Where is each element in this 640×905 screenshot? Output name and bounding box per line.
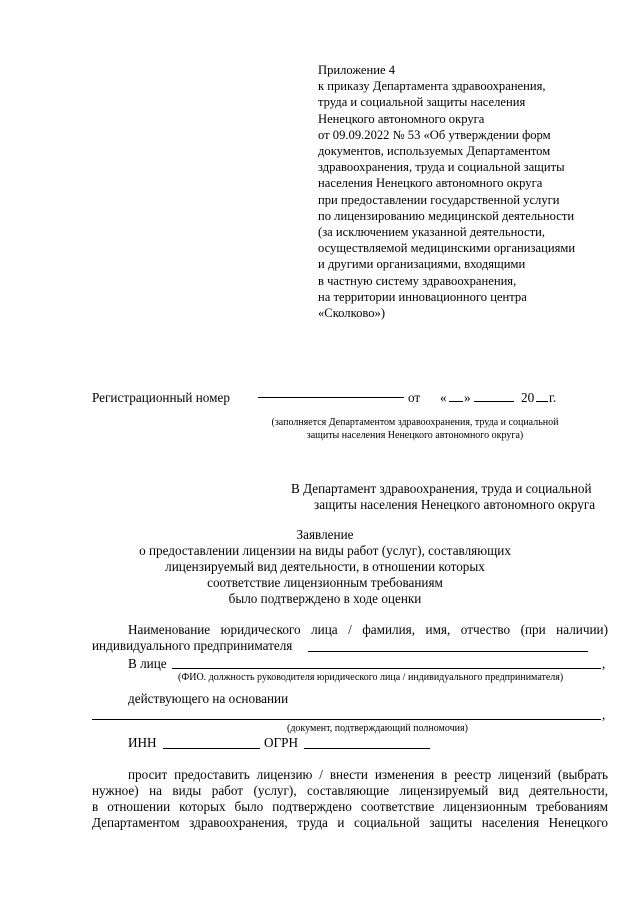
annex-line: «Сколково») — [318, 306, 386, 321]
annex-line: на территории инновационного центра — [318, 289, 527, 304]
document-title: Заявление — [296, 527, 354, 542]
registration-note-1: (заполняется Департаментом здравоохранения, труда и социальной — [271, 417, 559, 428]
addressee-line-1: В Департамент здравоохранения, труда и социальной — [291, 481, 592, 496]
annex-line: от 09.09.2022 № 53 «Об утверждении форм — [318, 127, 551, 142]
date-year-suffix: г. — [549, 390, 557, 405]
person-label: В лице — [128, 656, 167, 671]
date-close-quote: » — [464, 390, 471, 405]
annex-line: осуществляемой медицинскими организациями — [318, 241, 576, 256]
date-open-quote: « — [440, 390, 447, 405]
annex-line: документов, используемых Департаментом — [318, 144, 551, 159]
date-year-prefix: 20 — [521, 390, 535, 405]
heading-line-2: лицензируемый вид деятельности, в отношении которых — [165, 559, 485, 574]
basis-comma: , — [602, 707, 606, 722]
body-line-2: нужное) на виды работ (услуг), составляющие лицензируемый вид деятельности, — [92, 783, 608, 798]
body-line-1: просит предоставить лицензию / внести изменения в реестр лицензий (выбрать — [128, 767, 608, 782]
ogrn-label: ОГРН — [264, 735, 299, 750]
annex-line: по лицензированию медицинской деятельности — [318, 208, 575, 223]
authority-document-note: (документ, подтверждающий полномочия) — [287, 723, 468, 734]
entity-name-field[interactable] — [308, 651, 588, 652]
date-month-field[interactable] — [474, 401, 514, 402]
annex-line: в частную систему здравоохранения, — [318, 273, 517, 288]
representative-field[interactable] — [172, 668, 601, 669]
heading-line-4: было подтверждено в ходе оценки — [228, 591, 422, 606]
body-line-4: Департаментом здравоохранения, труда и социальной защиты населения Ненецкого — [92, 815, 608, 830]
name-label-line-1: Наименование юридического лица / фамилия, имя, отчество (при наличии) — [128, 622, 608, 637]
annex-line: Приложение 4 — [318, 63, 396, 77]
registration-number-field[interactable] — [258, 397, 404, 398]
heading-line-1: о предоставлении лицензии на виды работ (услуг), составляющих — [139, 543, 511, 558]
ogrn-field[interactable] — [304, 748, 430, 749]
date-day-field[interactable] — [449, 401, 463, 402]
registration-note-2: защиты населения Ненецкого автономного округа) — [306, 430, 524, 441]
body-line-3: в отношении которых было подтверждено соответствие лицензионным требованиям — [92, 799, 608, 814]
date-year-field[interactable] — [536, 401, 548, 402]
authority-document-field[interactable] — [92, 719, 601, 720]
annex-block — [318, 62, 575, 321]
annex-line: здравоохранения, труда и социальной защиты — [318, 160, 565, 175]
annex-line: к приказу Департамента здравоохранения, — [318, 79, 546, 94]
registration-label: Регистрационный номер — [92, 390, 230, 405]
addressee-line-2: защиты населения Ненецкого автономного округа — [314, 497, 596, 512]
person-comma: , — [602, 656, 606, 671]
annex-line: Ненецкого автономного округа — [318, 111, 485, 126]
inn-label: ИНН — [128, 735, 157, 750]
annex-line: при предоставлении государственной услуги — [318, 192, 560, 207]
annex-line: и другими организациями, входящими — [318, 257, 526, 272]
registration-from: от — [408, 390, 421, 405]
representative-note: (ФИО. должность руководителя юридического лица / индивидуального предпринимателя) — [178, 672, 564, 683]
annex-line: населения Ненецкого автономного округа — [318, 176, 543, 191]
inn-field[interactable] — [163, 748, 260, 749]
annex-line: труда и социальной защиты населения — [318, 95, 526, 110]
annex-line: (за исключением указанной деятельности, — [318, 225, 545, 240]
heading-line-3: соответствие лицензионным требованиям — [207, 575, 443, 590]
basis-label: действующего на основании — [128, 691, 289, 706]
name-label-line-2: индивидуального предпринимателя — [92, 638, 293, 653]
